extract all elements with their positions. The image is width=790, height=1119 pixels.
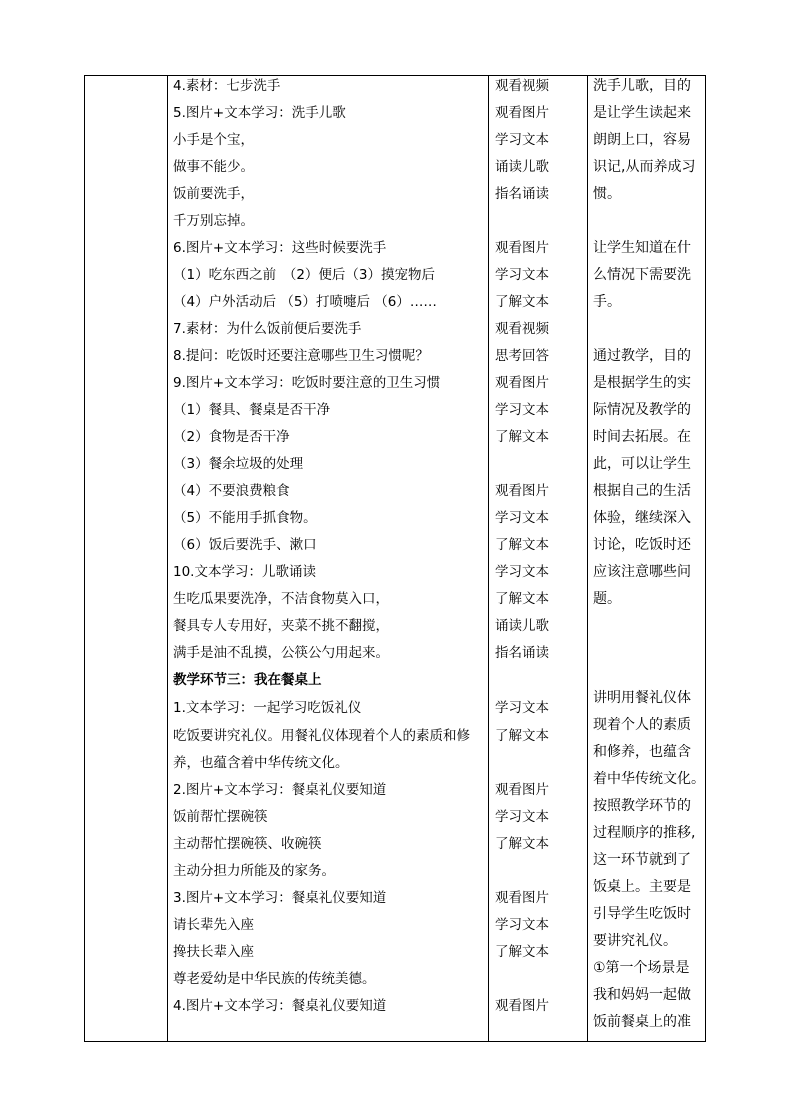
activity-line: 观看图片 (495, 782, 549, 798)
content-line: 满手是油不乱摸，公筷公勺用起来。 (173, 645, 389, 661)
content-line: （1）吃东西之前 （2）便后（3）摸宠物后 (173, 267, 436, 283)
activity-line: 了解文本 (495, 591, 549, 607)
content-line: （4）户外活动后 （5）打喷嚏后 （6）…… (173, 294, 437, 310)
content-line: 7.素材：为什么饭前便后要洗手 (173, 321, 362, 337)
content-line: 4.图片+文本学习：餐桌礼仪要知道 (173, 998, 387, 1014)
content-line: 搀扶长辈入座 (173, 944, 254, 960)
content-line: 养，也蕴含着中华传统文化。 (173, 755, 349, 771)
purpose-line: 按照教学环节的 (593, 798, 691, 814)
activity-line: 了解文本 (495, 836, 549, 852)
content-line: 吃饭要讲究礼仪。用餐礼仪体现着个人的素质和修 (173, 728, 470, 744)
content-line: （5）不能用手抓食物。 (173, 510, 317, 526)
activity-line: 学习文本 (495, 510, 549, 526)
purpose-line: 题。 (593, 591, 621, 607)
content-line: 请长辈先入座 (173, 917, 254, 933)
activity-line: 学习文本 (495, 132, 549, 148)
purpose-line: 洗手儿歌，目的 (593, 78, 691, 94)
activity-line: 学习文本 (495, 700, 549, 716)
activity-line: 思考回答 (495, 348, 549, 364)
purpose-line: 时间去拓展。在 (593, 429, 691, 445)
table-bottom-border (84, 1041, 706, 1042)
content-line: 8.提问：吃饭时还要注意哪些卫生习惯呢？ (173, 348, 429, 364)
activity-line: 学习文本 (495, 402, 549, 418)
activity-line: 诵读儿歌 (495, 618, 549, 634)
content-line: 主动分担力所能及的家务。 (173, 863, 335, 879)
purpose-line: 我和妈妈一起做 (593, 987, 691, 1003)
activity-line: 诵读儿歌 (495, 159, 549, 175)
purpose-line: 应该注意哪些问 (593, 564, 691, 580)
activity-line: 观看图片 (495, 890, 549, 906)
purpose-line: 此，可以让学生 (593, 456, 691, 472)
content-line: （2）食物是否干净 (173, 429, 290, 445)
purpose-line: 根据自己的生活 (593, 483, 691, 499)
activity-line: 了解文本 (495, 728, 549, 744)
purpose-line: 现着个人的素质 (593, 717, 691, 733)
activity-line: 观看图片 (495, 998, 549, 1014)
purpose-line: 饭前餐桌上的准 (593, 1014, 691, 1030)
purpose-line: 是根据学生的实 (593, 375, 691, 391)
purpose-line: 饭桌上。主要是 (593, 879, 691, 895)
activity-line: 观看图片 (495, 375, 549, 391)
content-line: 千万别忘掉。 (173, 213, 254, 229)
content-line: 主动帮忙摆碗筷、收碗筷 (173, 836, 322, 852)
activity-line: 观看视频 (495, 321, 549, 337)
activity-line: 指名诵读 (495, 186, 549, 202)
activity-line: 观看图片 (495, 483, 549, 499)
activity-line: 学习文本 (495, 917, 549, 933)
purpose-line: 么情况下需要洗 (593, 267, 691, 283)
content-line: 5.图片+文本学习：洗手儿歌 (173, 105, 346, 121)
content-line: （4）不要浪费粮食 (173, 483, 290, 499)
content-line: 餐具专人专用好，夹菜不挑不翻搅， (173, 618, 389, 634)
activity-line: 学习文本 (495, 564, 549, 580)
activity-line: 学习文本 (495, 809, 549, 825)
content-line: 饭前要洗手， (173, 186, 254, 202)
content-line: 做事不能少。 (173, 159, 254, 175)
content-line: （3）餐余垃圾的处理 (173, 456, 304, 472)
activity-line: 观看视频 (495, 78, 549, 94)
content-line: 生吃瓜果要洗净，不洁食物莫入口， (173, 591, 389, 607)
content-line: 1.文本学习：一起学习吃饭礼仪 (173, 700, 362, 716)
purpose-line: 要讲究礼仪。 (593, 933, 677, 949)
purpose-line: ①第一个场景是 (593, 960, 690, 976)
content-line: 4.素材：七步洗手 (173, 78, 281, 94)
content-line: 2.图片+文本学习：餐桌礼仪要知道 (173, 782, 387, 798)
column-divider-2 (488, 75, 489, 1042)
content-line: （6）饭后要洗手、漱口 (173, 537, 317, 553)
table-left-border (84, 75, 85, 1042)
purpose-line: 体验，继续深入 (593, 510, 691, 526)
table-top-border (84, 75, 706, 76)
activity-line: 观看图片 (495, 105, 549, 121)
content-line: 3.图片+文本学习：餐桌礼仪要知道 (173, 890, 387, 906)
purpose-line: 惯。 (593, 186, 621, 202)
purpose-line: 这一环节就到了 (593, 852, 691, 868)
content-line: 教学环节三：我在餐桌上 (173, 672, 322, 688)
content-line: （1）餐具、餐桌是否干净 (173, 402, 331, 418)
purpose-line: 通过教学，目的 (593, 348, 691, 364)
purpose-line: 手。 (593, 294, 621, 310)
purpose-line: 让学生知道在什 (593, 240, 691, 256)
column-divider-3 (587, 75, 588, 1042)
activity-line: 了解文本 (495, 944, 549, 960)
purpose-line: 讲明用餐礼仪体 (593, 690, 691, 706)
activity-line: 了解文本 (495, 294, 549, 310)
purpose-line: 和修养，也蕴含 (593, 744, 691, 760)
column-divider-1 (167, 75, 168, 1042)
purpose-line: 着中华传统文化。 (593, 771, 705, 787)
content-line: 饭前帮忙摆碗筷 (173, 809, 268, 825)
activity-line: 了解文本 (495, 537, 549, 553)
content-line: 小手是个宝， (173, 132, 254, 148)
purpose-line: 识记,从而养成习 (593, 159, 696, 175)
content-line: 9.图片+文本学习：吃饭时要注意的卫生习惯 (173, 375, 441, 391)
activity-line: 了解文本 (495, 429, 549, 445)
purpose-line: 朗朗上口，容易 (593, 132, 691, 148)
purpose-line: 引导学生吃饭时 (593, 906, 691, 922)
content-line: 尊老爱幼是中华民族的传统美德。 (173, 971, 376, 987)
purpose-line: 过程顺序的推移, (593, 825, 696, 841)
content-line: 6.图片+文本学习：这些时候要洗手 (173, 240, 387, 256)
activity-line: 指名诵读 (495, 645, 549, 661)
activity-line: 观看图片 (495, 240, 549, 256)
purpose-line: 际情况及教学的 (593, 402, 691, 418)
activity-line: 学习文本 (495, 267, 549, 283)
table-right-border (705, 75, 706, 1042)
purpose-line: 是让学生读起来 (593, 105, 691, 121)
content-line: 10.文本学习：儿歌诵读 (173, 564, 316, 580)
purpose-line: 讨论，吃饭时还 (593, 537, 691, 553)
